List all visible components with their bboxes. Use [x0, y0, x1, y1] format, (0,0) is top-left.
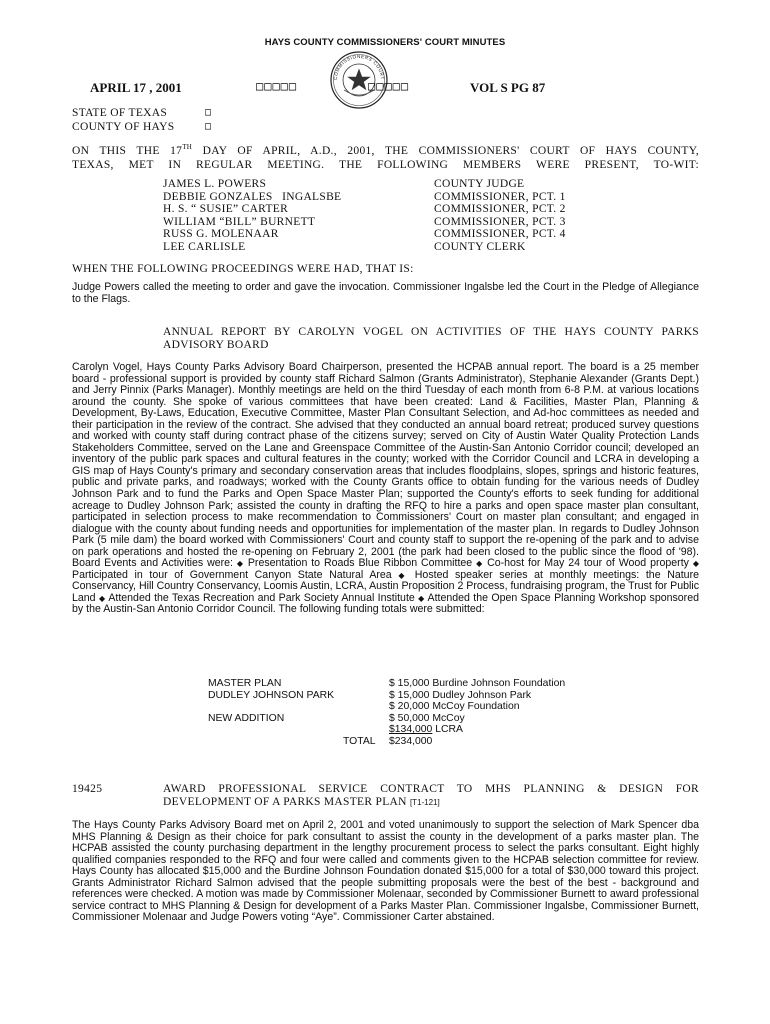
- member-title: COMMISSIONER, PCT. 2: [434, 203, 566, 216]
- item-body: The Hays County Parks Advisory Board met on April 2, 2001 and voted unanimously to support the selection of Mark Spencer dba MHS Planning & Design as their choice for park consultant to assist the county in the development of a parks master plan. The HCPAB assisted the county purchasing department in the lengthy procurement process to select the parks consultant. Eight highly qualified companies responded to the RFQ and four were called and comments given to the HCPAB selection committee for review. Hays County has allocated $15,000 and the Burdine Johnson Foundation donated $15,000 for a total of $30,000 toward this project. Grants Administrator Richard Salmon advised that the people submitting proposals were the best of the best - background and references were checked. A motion was made by Commissioner Molenaar, seconded by Commissioner Burnett to award professional service contract to MHS Planning & Design for development of a Parks Master Plan. Commissioner Ingalsbe, Commissioner Burnett, Commissioner Molenaar and Judge Powers voting “Aye”. Commissioner Carter abstained.: [72, 819, 699, 924]
- annual-report-text: Carolyn Vogel, Hays County Parks Advisory Board Chairperson, presented the HCPAB annual report. The board is a 25 member board - professional support is provided by county staff Richard Salmon (Grants Administrator), Stephanie Alexander (Grants Dept.) and Jerry Pinnix (Parks Manager). Monthly meetings are held on the third Tuesday of each month from 6-8 P.M. at various locations around the county. She spoke of various committees that have been created: Land & Facilities, Master Plan, Planning & Development, By-Laws, Education, Executive Committee, Master Plan Consultant Selection, and Ad-hoc committees as needed and their participation in the review of the contract. She advised that they conducted an annual board retreat; produced survey questions and worked with county staff during contract phase of the citizens survey; served on City of Austin Water Quality Protection Lands Stakeholders Committee, served on the Lane and Greenspace Committee of the Austin-San Antonio Corridor council; developed an inventory of the public park spaces and cultural features in the county; worked with the Corridor Council and LCRA in developing a GIS map of Hays County's primary and secondary conservation areas that includes floodplains, slopes, springs and historic features, public and private parks, and roadways; worked with the County Grants office to obtain funding for the various needs of Dudley Johnson Park and to fund the Parks and Open Space Master Plan; supported the County's efforts to seek funding for additional acreage to Dudley Johnson Park; assisted the county in drafting the RFQ to hire a parks and open space master plan consultant, participated in selection process to make recommendation to Commissioners' Court on master plan consultant; and engaged in dialogue with the county about funding needs and opportunities for implementation of the master plan. In regards to Dudley Johnson Park (5 mile dam) the board worked with Commissioners' Court and county staff to support the re-opening of the park and to advise on park operations and hosted the re-opening on February 2, 2001 (the park had been closed to the public since the flood of '98). Board Events and Activities were:: [72, 361, 699, 570]
- member-titles: [434, 178, 566, 254]
- opening-statement: [72, 140, 699, 172]
- proceedings-intro: WHEN THE FOLLOWING PROCEEDINGS WERE HAD, THAT IS:: [72, 263, 414, 275]
- venue-row: [72, 120, 212, 134]
- volume-page: VOL S PG 87: [470, 80, 546, 95]
- funding-value: $ 20,000 McCoy Foundation: [389, 701, 520, 713]
- funding-label: [208, 701, 334, 713]
- member-name: DEBBIE GONZALES INGALSBE: [163, 190, 342, 203]
- member-name: JAMES L. POWERS: [163, 178, 267, 190]
- item-reference: [T1-121]: [409, 798, 440, 807]
- venue-label: COUNTY OF HAYS: [72, 121, 175, 133]
- member-name: LEE CARLISLE: [163, 240, 246, 253]
- member-names: [163, 178, 341, 254]
- opening-line-1: ON THIS THE 17TH DAY OF APRIL, A.D., 2001, THE COMMISSIONERS' COURT OF HAYS COUNTY,: [72, 143, 699, 157]
- event-bullet-icon: ◆: [418, 593, 425, 603]
- invocation-paragraph: Judge Powers called the meeting to order and gave the invocation. Commissioner Ingalsbe led the Court in the Pledge of Allegiance to the Flags.: [72, 281, 699, 305]
- funding-label: NEW ADDITION: [208, 712, 285, 724]
- event-item: Attended the Texas Recreation and Park Society Annual Institute: [108, 591, 415, 604]
- box-glyphs-right: □□□□□: [368, 79, 410, 93]
- funding-label: MASTER PLAN: [208, 678, 282, 689]
- funding-labels: [208, 678, 334, 724]
- seal-text: COMMISSIONERS COURT: [332, 53, 386, 81]
- funding-value: $ 50,000 McCoy: [389, 712, 465, 724]
- box-glyphs-left: □□□□□: [256, 79, 298, 93]
- member-title: COMMISSIONER, PCT. 1: [434, 190, 566, 203]
- event-item: Participated in tour of Government Canyon State Natural Area: [72, 568, 392, 581]
- funding-total-value: $234,000: [389, 735, 433, 747]
- funding-value: $ 15,000 Dudley Johnson Park: [389, 689, 532, 701]
- venue-block: [72, 106, 212, 134]
- member-title: COMMISSIONER, PCT. 4: [434, 228, 566, 241]
- annual-report-title: ANNUAL REPORT BY CAROLYN VOGEL ON ACTIVITIES OF THE HAYS COUNTY PARKS ADVISORY BOARD: [163, 326, 699, 351]
- member-name: RUSS G. MOLENAAR: [163, 228, 279, 241]
- item-number: 19425: [72, 783, 103, 795]
- event-item: Presentation to Roads Blue Ribbon Committee: [247, 557, 473, 570]
- funding-values: [389, 678, 565, 747]
- opening-line-2: TEXAS, MET IN REGULAR MEETING. THE FOLLOWING MEMBERS WERE PRESENT, TO-WIT:: [72, 158, 699, 171]
- member-title: COUNTY CLERK: [434, 240, 526, 253]
- venue-mark: □: [205, 107, 213, 118]
- venue-label: STATE OF TEXAS: [72, 107, 168, 119]
- venue-row: [72, 106, 212, 120]
- event-bullet-icon: ◆: [98, 593, 106, 603]
- annual-report-body: [72, 362, 699, 616]
- member-title: COUNTY JUDGE: [434, 178, 525, 190]
- event-item: Attended the Open Space Planning Workshop sponsored by the Austin-San Antonio Corridor Council.: [72, 591, 699, 616]
- event-bullet-icon: ◆: [398, 570, 409, 580]
- funding-total-label: TOTAL: [343, 736, 376, 747]
- member-name: H. S. “ SUSIE” CARTER: [163, 203, 289, 216]
- member-name: WILLIAM “BILL” BURNETT: [163, 215, 316, 228]
- funding-amount-underlined: $134,000: [389, 724, 433, 736]
- meeting-date: APRIL 17 , 2001: [90, 80, 182, 95]
- event-item: Co-host for May 24 tour of Wood property: [487, 557, 689, 570]
- funding-value: $134,000 LCRA: [389, 724, 463, 736]
- item-title: AWARD PROFESSIONAL SERVICE CONTRACT TO MHS PLANNING & DESIGN FOR DEVELOPMENT OF A PARKS MASTER PLAN [T1-121]: [163, 783, 699, 808]
- event-bullet-icon: ◆: [692, 559, 699, 569]
- event-bullet-icon: ◆: [236, 559, 244, 569]
- member-title: COMMISSIONER, PCT. 3: [434, 215, 566, 228]
- court-minutes-header: HAYS COUNTY COMMISSIONERS' COURT MINUTES: [264, 37, 506, 48]
- venue-mark: □: [205, 121, 213, 132]
- funding-intro: The following funding totals were submitted:: [278, 603, 485, 616]
- funding-label: DUDLEY JOHNSON PARK: [208, 689, 335, 701]
- event-bullet-icon: ◆: [476, 559, 484, 569]
- event-item: Hosted speaker series at monthly meetings: the Nature Conservancy, Hill Country Conservancy, Loomis Austin, LCRA, Austin Proposition 2 Process, fundraising program, the Trust for Public Land: [72, 568, 699, 604]
- funding-value: $ 15,000 Burdine Johnson Foundation: [389, 678, 566, 689]
